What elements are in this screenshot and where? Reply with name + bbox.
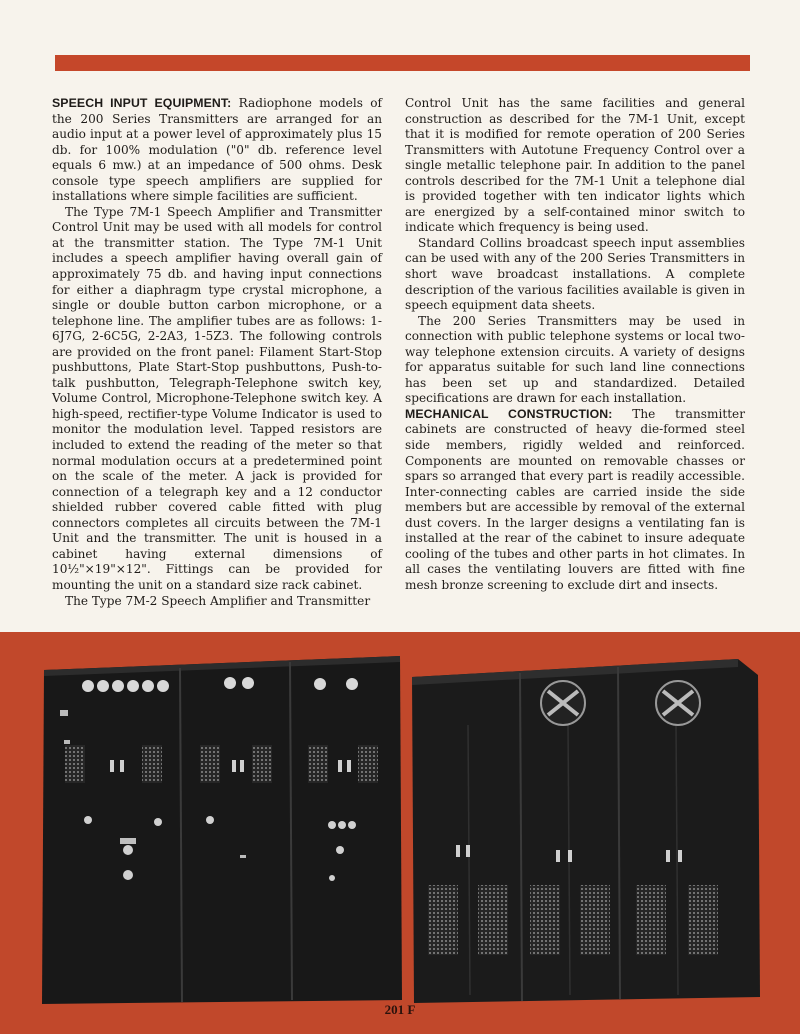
mechanical-construction-body: The transmitter cabinets are constructed of heavy die-formed steel side members, rigidly welded and reinforced. Components are mounted on removable chasses or spars so arranged that every part is readily accessible. Inter-connecting cables are carried inside the side members but are accessible by removal of the external dust covers. In the larger designs a ventilating fan is installed at the rear of the cabinet to insure adequate cooling of the tubes and other parts in hot climates. In all cases the ventilating louvers are fitted with fine mesh bronze screening to exclude dirt and insects.	[405, 406, 745, 592]
speech-input-paragraph	[52, 96, 382, 205]
right-column	[405, 96, 745, 594]
type-7m1-paragraph: The Type 7M-1 Speech Amplifier and Transmitter Control Unit may be used with all models for control at the transmitter station. The Type 7M-1 Unit includes a speech amplifier having overall gain of approximately 75 db. and having input connections for either a diaphragm type crystal microphone, a single or double button carbon microphone, or a telephone line. The amplifier tubes are as follows: 1-6J7G, 2-6C5G, 2-2A3, 1-5Z3. The following controls are provided on the front panel: Filament Start-Stop pushbuttons, Plate Start-Stop pushbuttons, Push-to-talk pushbutton, Telegraph-Telephone switch key, Volume Control, Microphone-Telephone switch key. A high-speed, rectifier-type Volume Indicator is used to monitor the modulation level. Tapped resistors are included to extend the reading of the meter so that normal modulation occurs at a predetermined point on the scale of the meter. A jack is provided for connection of a telegraph key and a 12 conductor shielded rubber covered cable fitted with plug connectors completes all circuits between the 7M-1 Unit and the transmitter. The unit is housed in a cabinet having external dimensions of 10½"×19"×12". Fittings can be provided for mounting the unit on a standard size rack cabinet.	[52, 204, 382, 592]
type-7m2-paragraph-continued: Control Unit has the same facilities and general construction as described for the 7M-1 Unit, except that it is modified for remote operation of 200 Series Transmitters with Autotune Frequency Control over a single metallic telephone pair. In addition to the panel controls described for the 7M-1 Unit a telephone dial is provided together with ten indicator lights which are energized by a self-contained minor switch to indicate which frequency is being used.	[405, 96, 745, 235]
mechanical-construction-paragraph	[405, 407, 745, 594]
transmitter-rear-photo	[408, 655, 768, 1005]
broadcast-speech-paragraph: Standard Collins broadcast speech input assemblies can be used with any of the 200 Series Transmitters in short wave broadcast installations. A complete description of the various facilities available is given in speech equipment data sheets.	[405, 235, 745, 313]
speech-input-heading: SPEECH INPUT EQUIPMENT:	[52, 96, 232, 110]
page-number: 201 F	[384, 1002, 416, 1017]
speech-input-body: Radiophone models of the 200 Series Transmitters are arranged for an audio input at a power level of approximately plus 15 db. for 100% modulation ("0" db. reference level equals 6 mw.) at an impedance of 500 ohms. Desk console type speech amplifiers are supplied for installations where simple facilities are sufficient.	[52, 96, 382, 204]
left-column	[52, 96, 382, 609]
ventilating-fan	[541, 681, 585, 725]
telephone-systems-paragraph: The 200 Series Transmitters may be used in connection with public telephone systems or local two-way telephone extension circuits. A variety of designs for apparatus suitable for such land line connections has been set up and standardized. Detailed specifications are drawn for each installation.	[405, 313, 745, 406]
top-accent-bar	[55, 55, 750, 71]
ventilating-fan	[656, 681, 700, 725]
transmitter-front-photo	[40, 650, 410, 1005]
type-7m2-paragraph-start: The Type 7M-2 Speech Amplifier and Transmitter	[65, 593, 371, 608]
mechanical-construction-heading: MECHANICAL CONSTRUCTION:	[405, 406, 613, 421]
